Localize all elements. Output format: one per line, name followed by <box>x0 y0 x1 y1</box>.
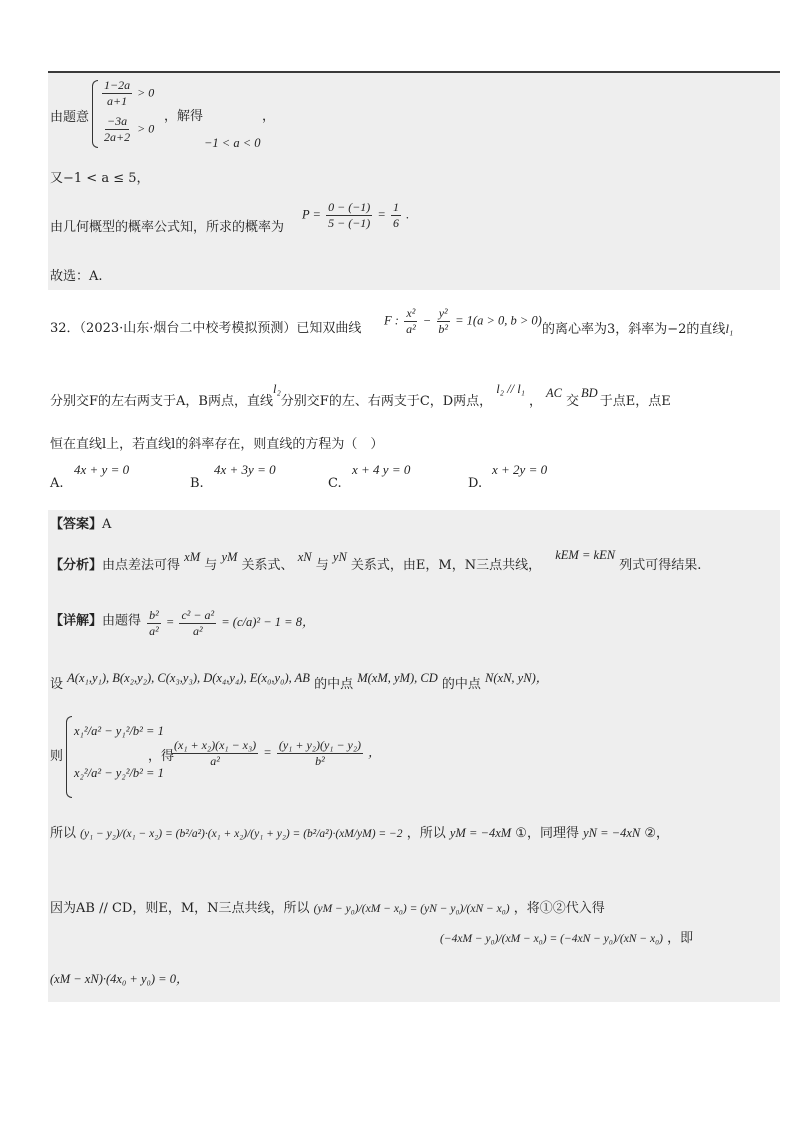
also-line: 又−1 < a ≤ 5， <box>50 171 150 186</box>
solve-label: ，解得 <box>164 109 204 124</box>
then-label: 则 <box>50 749 64 764</box>
answer-line: 【答案】A <box>50 517 112 532</box>
question-line2: 分别交F的左右两支于A，B两点，直线l₂分别交F的左、右两支于C，D两点，l₂ // l₁，AC交BD于点E，点E <box>50 382 671 409</box>
sys-intro: 由题意 <box>50 110 90 125</box>
system-brace <box>92 80 98 148</box>
because-line: 因为AB // CD，则E，M，N三点共线，所以 (yM − y₀)/(xM − x₀) = (yN − y₀)/(xN − x₀) ，将①②代入得 <box>50 901 605 916</box>
solve-result: −1 < a < 0 <box>204 136 261 150</box>
question-line3: 恒在直线l上，若直线l的斜率存在，则直线的方程为（ ） <box>50 437 384 452</box>
solve-comma: ， <box>262 109 276 124</box>
question-number-source: 32．（2023·山东·烟台二中校考模拟预测）已知双曲线 <box>50 321 362 336</box>
option-d-label: D. <box>468 476 483 491</box>
option-b-label: B. <box>190 476 204 491</box>
option-a-equation: 4x + y = 0 <box>74 462 130 477</box>
option-c-equation: x + 4 y = 0 <box>352 462 411 477</box>
because-line-2: (−4xM − y₀)/(xM − x₀) = (−4xN − y₀)/(xN − x₀) ，即 <box>440 931 694 946</box>
sys-row1: $\frac{1-2a}{a+1}$ > 0 <box>104 78 155 108</box>
option-c-label: C. <box>328 476 342 491</box>
option-a-label: A. <box>50 476 64 491</box>
option-b-equation: 4x + 3y = 0 <box>214 462 276 477</box>
final-equation: (xM − xN)·(4x₀ + y₀) = 0， <box>50 972 189 986</box>
diff-equation: $\frac{\text{(x₁ + x₂)(x₁ − x₃)}}{\text{a²}}$ = $\frac{\text{(y₁ + y₂)(y₁ − y₂)}}{\text{b²}}$ ， <box>174 738 381 768</box>
system2-row1: x₁²/a² − y₁²/b² = 1 <box>74 724 164 738</box>
so-line: 所以 (y₁ − y₂)/(x₁ − x₂) = (b²/a²)·(x₁ + x₂)/(y₁ + y₂) = (b²/a²)·(xM/yM) = −2 ，所以 yM = −4xM ①，同理得 yN = −4xN ②， <box>50 826 670 841</box>
prob-text: 由几何概型的概率公式知，所求的概率为 <box>50 220 285 235</box>
sys-row2: $\frac{-3a}{2a+2}$ > 0 <box>104 114 155 144</box>
hyperbola-equation: F : $\frac{\text{x²}}{\text{a²}}$ − $\frac{\text{y²}}{\text{b²}}$ = 1(a > 0, b > 0) <box>384 306 542 336</box>
prob-formula: P = $\frac{0 - (-1)}{5 - (-1)}$ = $\frac{1}{6}$ . <box>302 200 410 230</box>
set-line: 设 A(x₁,y₁), B(x₂,y₂), C(x₃,y₃), D(x₄,y₄), E(x₀,y₀), AB 的中点 M(xM, yM), CD 的中点 N(xN, yN)， <box>50 671 549 692</box>
system2-row2: x₂²/a² − y₂²/b² = 1 <box>74 766 164 780</box>
question-line1-tail: 的离心率为3，斜率为−2的直线l₁ <box>542 322 734 337</box>
option-d-equation: x + 2y = 0 <box>492 462 548 477</box>
choice-line: 故选：A. <box>50 269 103 284</box>
get-label: ，得 <box>148 749 175 764</box>
system2-brace <box>66 716 72 798</box>
detail-line: 【详解】由题得 $\frac{\text{b²}}{\text{a²}}$ = $\frac{\text{c² − a²}}{\text{a²}}$ = (c/a)² − 1 = 8， <box>50 608 315 638</box>
analysis-line: 【分析】由点差法可得 xM 与 yM 关系式、 xN 与 yN 关系式，由E，M，N三点共线， kEM = kEN 列式可得结果. <box>50 548 702 573</box>
previous-solution-panel <box>48 73 780 290</box>
